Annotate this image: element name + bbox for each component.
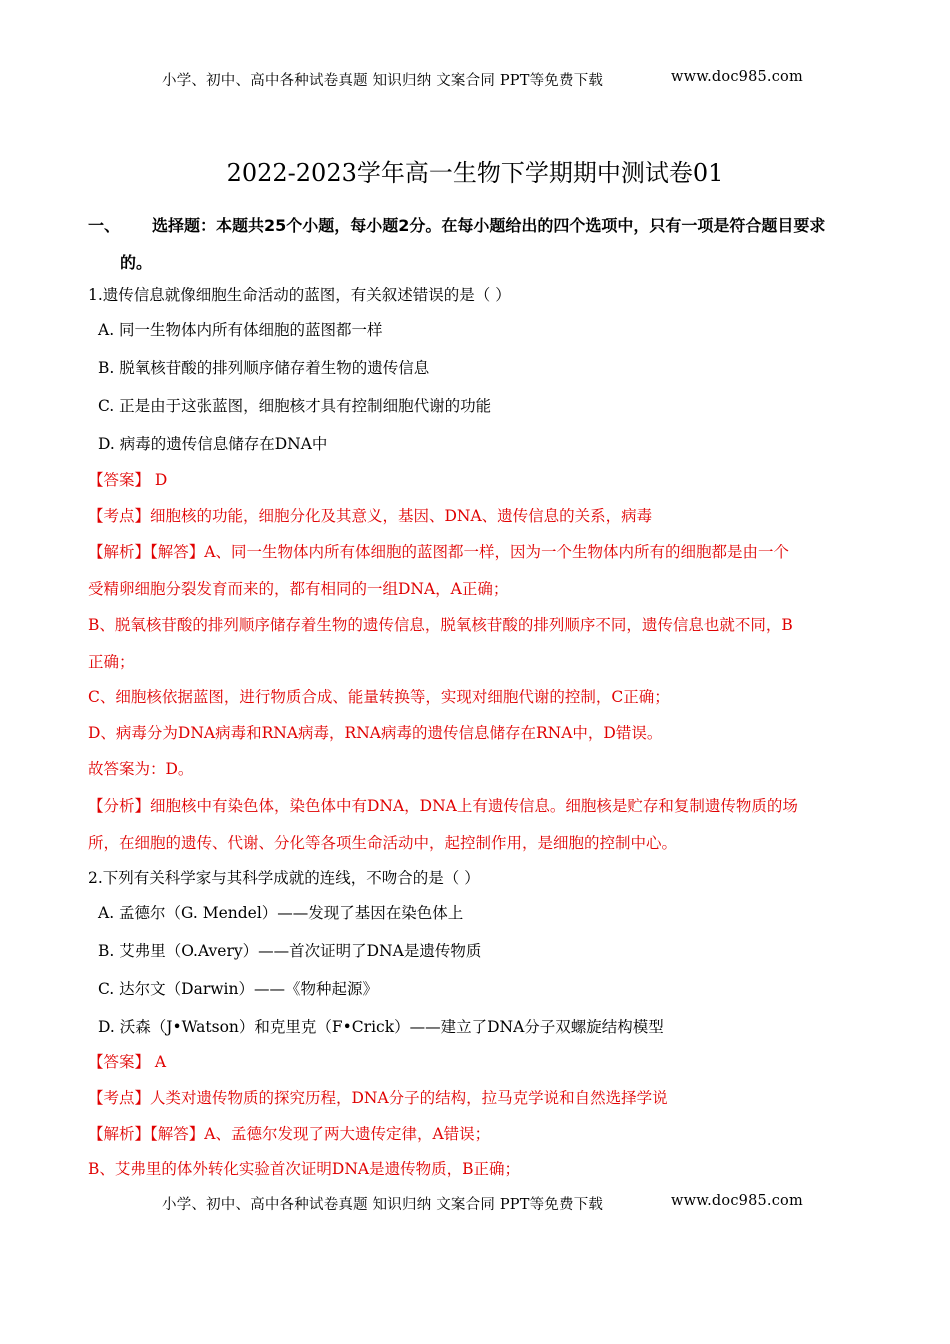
header-text: 小学、初中、高中各种试卷真题 知识归纳 文案合同 PPT等免费下载 — [162, 73, 604, 89]
question-2-stem: 2.下列有关科学家与其科学成就的连线，不吻合的是（ ） — [88, 869, 480, 887]
question-1-jiexi-line-2: 受精卵细胞分裂发育而来的，都有相同的一组DNA，A正确； — [88, 580, 509, 598]
question-1-option-a: A. 同一生物体内所有体细胞的蓝图都一样 — [98, 321, 383, 339]
question-1-jiexi-line-6: D、病毒分为DNA病毒和RNA病毒，RNA病毒的遗传信息储存在RNA中，D错误。 — [88, 724, 663, 742]
question-2-option-c: C. 达尔文（Darwin）——《物种起源》 — [98, 980, 378, 998]
question-1-jiexi-line-7: 故答案为：D。 — [88, 760, 194, 778]
question-1-option-c: C. 正是由于这张蓝图，细胞核才具有控制细胞代谢的功能 — [98, 397, 492, 415]
page-title: 2022-2023学年高一生物下学期期中测试卷01 — [226, 159, 724, 187]
question-1-jiexi-line-5: C、细胞核依据蓝图，进行物质合成、能量转换等，实现对细胞代谢的控制，C正确； — [88, 688, 670, 706]
question-2-option-d: D. 沃森（J•Watson）和克里克（F•Crick）——建立了DNA分子双螺旋结构模型 — [98, 1018, 664, 1036]
section-instruction: 选择题：本题共25个小题，每小题2分。在每小题给出的四个选项中，只有一项是符合题目要求 — [152, 216, 826, 235]
question-1-jiexi-line-4: 正确； — [88, 653, 135, 671]
question-2-option-b: B. 艾弗里（O.Avery）——首次证明了DNA是遗传物质 — [98, 942, 482, 960]
question-1-answer: 【答案】 D — [88, 471, 168, 489]
footer-text: 小学、初中、高中各种试卷真题 知识归纳 文案合同 PPT等免费下载 — [162, 1197, 604, 1213]
header-site-link[interactable]: www.doc985.com — [671, 69, 803, 85]
question-1-jiexi-line-3: B、脱氧核苷酸的排列顺序储存着生物的遗传信息，脱氧核苷酸的排列顺序不同，遗传信息也就不同，B — [88, 616, 793, 634]
question-2-kaodian: 【考点】人类对遗传物质的探究历程，DNA分子的结构，拉马克学说和自然选择学说 — [88, 1089, 668, 1107]
question-1-option-d: D. 病毒的遗传信息储存在DNA中 — [98, 435, 328, 453]
question-2-jiexi-line-1: 【解析】【解答】A、孟德尔发现了两大遗传定律，A错误； — [88, 1125, 491, 1143]
question-2-answer: 【答案】 A — [88, 1053, 167, 1071]
question-2-option-a: A. 孟德尔（G. Mendel）——发现了基因在染色体上 — [98, 904, 464, 922]
section-number: 一、 — [88, 216, 121, 235]
question-1-fenxi-line-2: 所，在细胞的遗传、代谢、分化等各项生命活动中，起控制作用，是细胞的控制中心。 — [88, 834, 678, 852]
question-1-stem: 1.遗传信息就像细胞生命活动的蓝图，有关叙述错误的是（ ） — [88, 286, 511, 304]
question-1-option-b: B. 脱氧核苷酸的排列顺序储存着生物的遗传信息 — [98, 359, 430, 377]
section-instruction-cont: 的。 — [120, 253, 153, 272]
footer-site-link[interactable]: www.doc985.com — [671, 1193, 803, 1209]
question-1-fenxi-line-1: 【分析】细胞核中有染色体，染色体中有DNA，DNA上有遗传信息。细胞核是贮存和复制遗传物质的场 — [88, 797, 798, 815]
question-2-jiexi-line-2: B、艾弗里的体外转化实验首次证明DNA是遗传物质，B正确； — [88, 1160, 520, 1178]
question-1-kaodian: 【考点】细胞核的功能，细胞分化及其意义，基因、DNA、遗传信息的关系，病毒 — [88, 507, 653, 525]
question-1-jiexi-line-1: 【解析】【解答】A、同一生物体内所有体细胞的蓝图都一样，因为一个生物体内所有的细胞都是由一个 — [88, 543, 789, 561]
